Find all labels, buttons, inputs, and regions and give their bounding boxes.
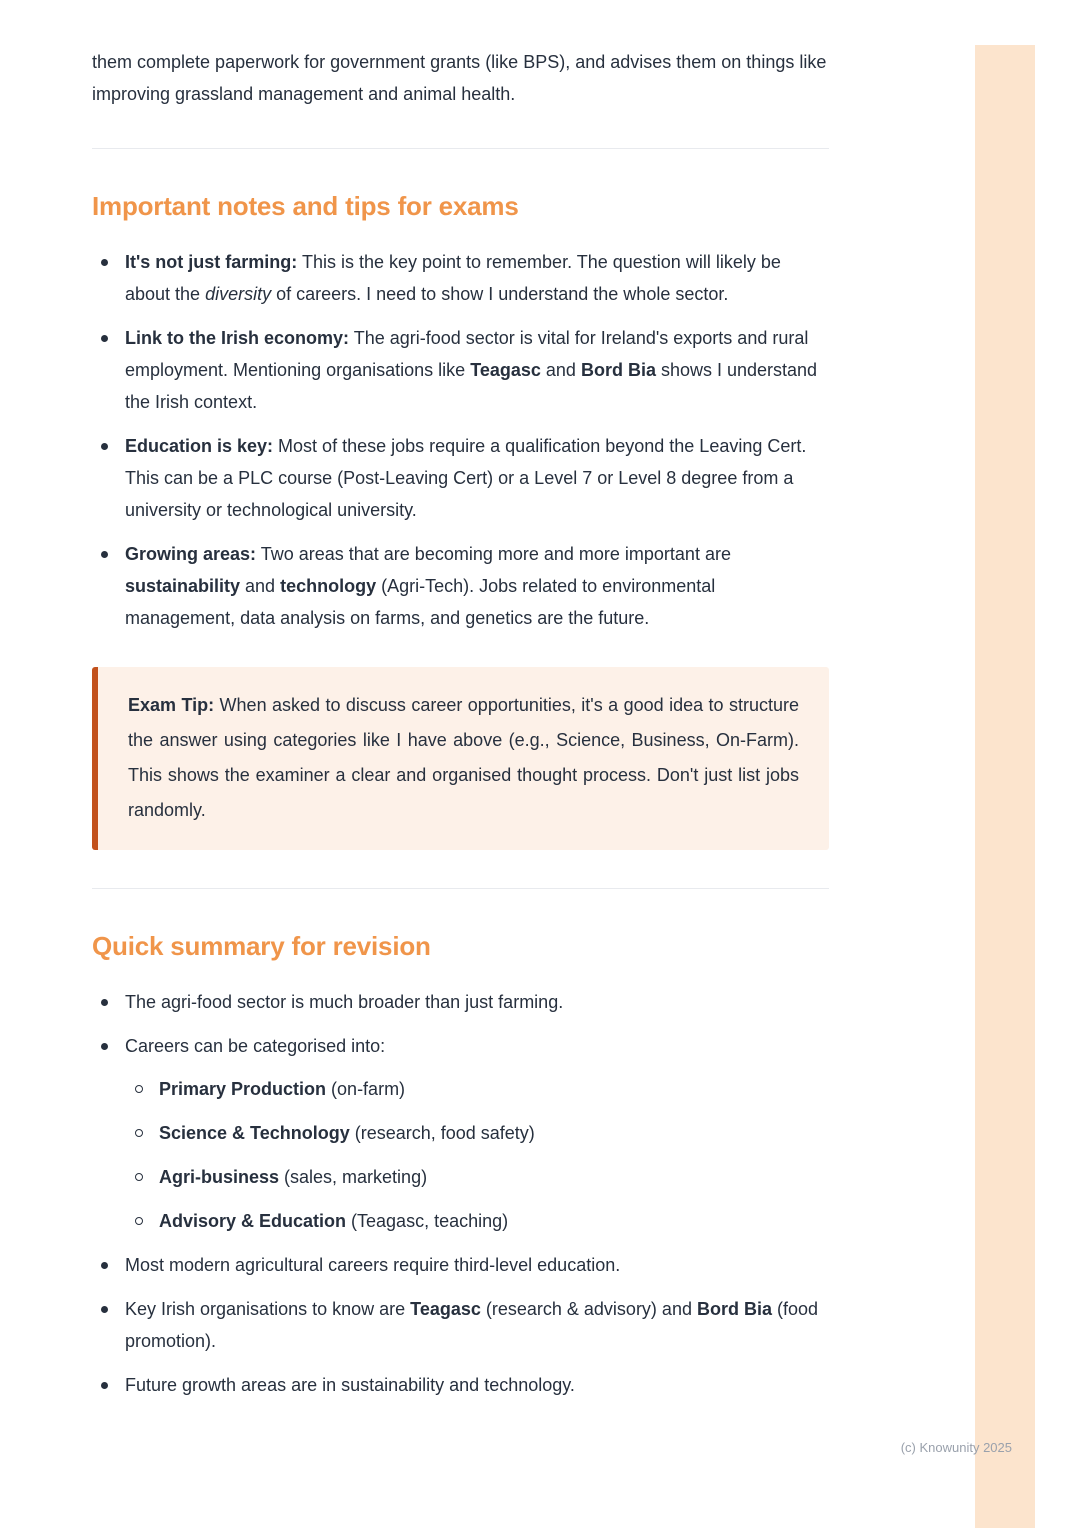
note-item <box>92 322 829 418</box>
right-accent-stripe <box>975 45 1035 1528</box>
item-text: The agri-food sector is vital for Ireland's exports and rural employment. Mentioning organisations like <box>125 328 809 380</box>
item-text: Most of these jobs require a qualification beyond the Leaving Cert. This can be a PLC course (Post-Leaving Cert) or a Level 7 or Level 8 degree from a university or technological university. <box>125 436 807 520</box>
sub-item <box>125 1205 829 1237</box>
sub-item <box>125 1117 829 1149</box>
item-text: Future growth areas are in sustainability and technology. <box>125 1375 575 1395</box>
section-divider <box>92 888 829 889</box>
section-divider <box>92 148 829 149</box>
item-text: (research & advisory) and <box>480 1299 697 1319</box>
item-text: (food promotion). <box>125 1299 819 1351</box>
career-categories-sublist <box>125 1073 829 1237</box>
item-bold: Bord Bia <box>580 360 656 380</box>
item-text: (on-farm) <box>326 1079 406 1099</box>
item-bold: Science & Technology <box>159 1123 350 1143</box>
item-text: This is the key point to remember. The question will likely be about the <box>125 252 781 304</box>
item-bold: Advisory & Education <box>159 1211 347 1231</box>
item-text: Most modern agricultural careers require third-level education. <box>125 1255 621 1275</box>
item-text: and <box>540 360 581 380</box>
item-text: of careers. I need to show I understand the whole sector. <box>271 284 729 304</box>
copyright-footer: (c) Knowunity 2025 <box>900 1440 1012 1455</box>
summary-item <box>92 1369 829 1401</box>
note-item <box>92 246 829 310</box>
item-text: (Agri-Tech). Jobs related to environmental management, data analysis on farms, and genetics are the future. <box>125 576 716 628</box>
item-text: Two areas that are becoming more and more important are <box>256 544 731 564</box>
item-text: (Teagasc, teaching) <box>346 1211 509 1231</box>
exam-tip-text <box>128 688 799 828</box>
document-content <box>92 46 829 1413</box>
summary-item <box>92 1293 829 1357</box>
summary-item <box>92 1249 829 1281</box>
item-lead: It's not just farming: <box>125 252 298 272</box>
sub-item <box>125 1161 829 1193</box>
sub-item <box>125 1073 829 1105</box>
exam-tip-lead: Exam Tip: <box>128 695 215 715</box>
item-bold: Teagasc <box>410 1299 481 1319</box>
item-bold: Bord Bia <box>696 1299 772 1319</box>
exam-tip-callout <box>92 667 829 850</box>
item-lead: Growing areas: <box>125 544 257 564</box>
item-text: Key Irish organisations to know are <box>125 1299 411 1319</box>
notes-list <box>92 246 829 634</box>
item-text: (research, food safety) <box>349 1123 535 1143</box>
summary-item <box>92 1030 829 1237</box>
item-bold: Agri-business <box>159 1167 280 1187</box>
item-emphasis: diversity <box>205 284 272 304</box>
summary-section-title: Quick summary for revision <box>92 931 431 961</box>
item-text: (sales, marketing) <box>279 1167 428 1187</box>
note-item <box>92 538 829 634</box>
summary-item <box>92 986 829 1018</box>
item-bold: technology <box>280 576 377 596</box>
item-lead: Link to the Irish economy: <box>125 328 350 348</box>
item-lead: Education is key: <box>125 436 274 456</box>
item-text: shows I understand the Irish context. <box>125 360 818 412</box>
intro-paragraph: them complete paperwork for government grants (like BPS), and advises them on things like improving grassland management and animal health. <box>92 52 827 104</box>
exam-tip-body: When asked to discuss career opportunities, it's a good idea to structure the answer using categories like I have above (e.g., Science, Business, On-Farm). This shows the examiner a clear and organised thought process. Don't just list jobs randomly. <box>128 695 799 820</box>
item-bold: Primary Production <box>159 1079 327 1099</box>
note-item <box>92 430 829 526</box>
notes-section-title: Important notes and tips for exams <box>92 191 519 221</box>
item-text: Careers can be categorised into: <box>125 1036 386 1056</box>
item-text: and <box>240 576 281 596</box>
summary-list <box>92 986 829 1401</box>
item-bold: Teagasc <box>470 360 541 380</box>
item-text: The agri-food sector is much broader than just farming. <box>125 992 564 1012</box>
item-bold: sustainability <box>125 576 241 596</box>
